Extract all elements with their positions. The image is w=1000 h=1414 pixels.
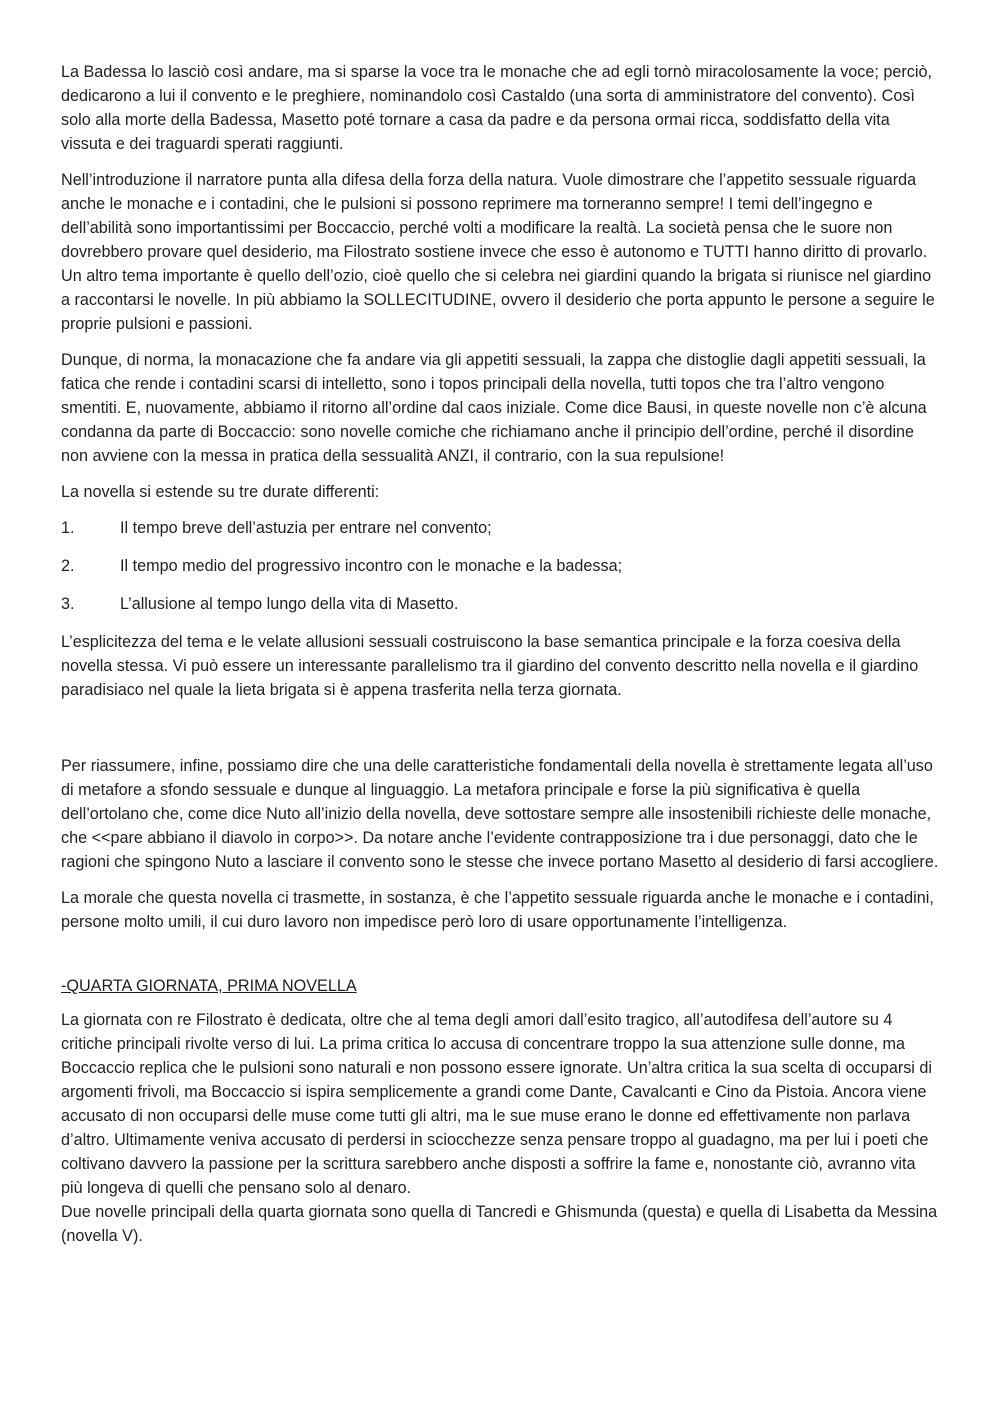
section-heading: -QUARTA GIORNATA, PRIMA NOVELLA <box>61 977 357 995</box>
list-text: Il tempo medio del progressivo incontro con le monache e la badessa; <box>120 557 623 575</box>
paragraph-monacazione: Dunque, di norma, la monacazione che fa andare via gli appetiti sessuali, la zappa che distoglie dagli appetiti sessuali, la fatica che rende i contadini scarsi di intelletto, sono i topos principali della novella, tutti topos che tra l’altro vengono smentiti. E, nuovamente, abbiamo il ritorno all’ordine dal caos iniziale. Come dice Bausi, in queste novelle non c’è alcuna condanna da parte di Boccaccio: sono novelle comiche che richiamano anche il principio dell’ordine, perché il disordine non avviene con la messa in pratica della sessualità ANZI, il contrario, con la sua repulsione! <box>61 351 927 465</box>
list-number: 2. <box>61 557 75 575</box>
list-text: L’allusione al tempo lungo della vita di Masetto. <box>120 595 459 613</box>
list-item <box>61 554 941 578</box>
paragraph-badessa: La Badessa lo lasciò così andare, ma si sparse la voce tra le monache che ad egli tornò miracolosamente la voce; perciò, dedicarono a lui il convento e le preghiere, nominandolo così Castaldo (una sorta di amministratore del convento). Così solo alla morte della Badessa, Masetto poté tornare a casa da padre e da persona ormai ricca, soddisfatto della vita vissuta e dei traguardi sperati raggiunti. <box>61 63 932 153</box>
list-item <box>61 592 941 616</box>
list-item <box>61 516 941 540</box>
list-number: 3. <box>61 595 75 613</box>
paragraph-durate-intro: La novella si estende su tre durate differenti: <box>61 483 380 501</box>
paragraph-due-novelle: Due novelle principali della quarta giornata sono quella di Tancredi e Ghismunda (questa) e quella di Lisabetta da Messina (novella V). <box>61 1203 938 1245</box>
blank-gap <box>61 946 941 974</box>
paragraph-introduzione: Nell’introduzione il narratore punta alla difesa della forza della natura. Vuole dimostrare che l’appetito sessuale riguarda anche le monache e i contadini, che le pulsioni si possono reprimere ma torneranno sempre! I temi dell’ingegno e dell’abilità sono importantissimi per Boccaccio, perché volti a modificare la realtà. La società pensa che le suore non dovrebbero provare quel desiderio, ma Filostrato sostiene invece che esso è autonomo e TUTTI hanno diritto di provarlo. Un altro tema importante è quello dell’ozio, cioè quello che si celebra nei giardini quando la brigata si riunisce nel giardino a raccontarsi le novelle. In più abbiamo la SOLLECITUDINE, ovvero il desiderio che porta appunto le persone a seguire le proprie pulsioni e passioni. <box>61 171 935 333</box>
paragraph-quarta-giornata: La giornata con re Filostrato è dedicata, oltre che al tema degli amori dall’esito tragico, all’autodifesa dell’autore su 4 critiche principali rivolte verso di lui. La prima critica lo accusa di concentrare troppo la sua attenzione sulle donne, ma Boccaccio replica che le pulsioni sono naturali e non possono essere ignorate. Un’altra critica la sua scelta di occuparsi di argomenti frivoli, ma Boccaccio si ispira semplicemente a grandi come Dante, Cavalcanti e Cino da Pistoia. Ancora viene accusato di non occuparsi delle muse come tutti gli altri, ma le sue muse erano le donne ed effettivamente non parlava d’altro. Ultimamente veniva accusato di perdersi in sciocchezze senza pensare troppo al guadagno, ma per lui i poeti che coltivano davvero la passione per la scrittura sarebbero anche disposti a soffrire la fame e, nonostante ciò, avranno vita più longeva di quelli che pensano solo al denaro. <box>61 1011 933 1197</box>
blank-gap <box>61 714 941 754</box>
paragraph-riassumere: Per riassumere, infine, possiamo dire che una delle caratteristiche fondamentali della novella è strettamente legata all’uso di metafore a sfondo sessuale e dunque al linguaggio. La metafora principale e forse la più significativa è quella dell’ortolano che, come dice Nuto all’inizio della novella, deve sottostare sempre alle insostenibili richieste delle monache, che <<pare abbiano il diavolo in corpo>>. Da notare anche l’evidente contrapposizione tra i due personaggi, dato che le ragioni che spingono Nuto a lasciare il convento sono le stesse che invece portano Masetto al desiderio di farsi accogliere. <box>61 757 939 871</box>
paragraph-morale: La morale che questa novella ci trasmette, in sostanza, è che l’appetito sessuale riguarda anche le monache e i contadini, persone molto umili, il cui duro lavoro non impedisce però loro di usare opportunamente l’intelligenza. <box>61 889 934 931</box>
list-text: Il tempo breve dell’astuzia per entrare nel convento; <box>120 519 492 537</box>
document-page <box>61 60 941 1260</box>
list-number: 1. <box>61 519 75 537</box>
paragraph-esplicitezza: L’esplicitezza del tema e le velate allusioni sessuali costruiscono la base semantica principale e la forza coesiva della novella stessa. Vi può essere un interessante parallelismo tra il giardino del convento descritto nella novella e il giardino paradisiaco nel quale la lieta brigata si è appena trasferita nella terza giornata. <box>61 633 919 699</box>
